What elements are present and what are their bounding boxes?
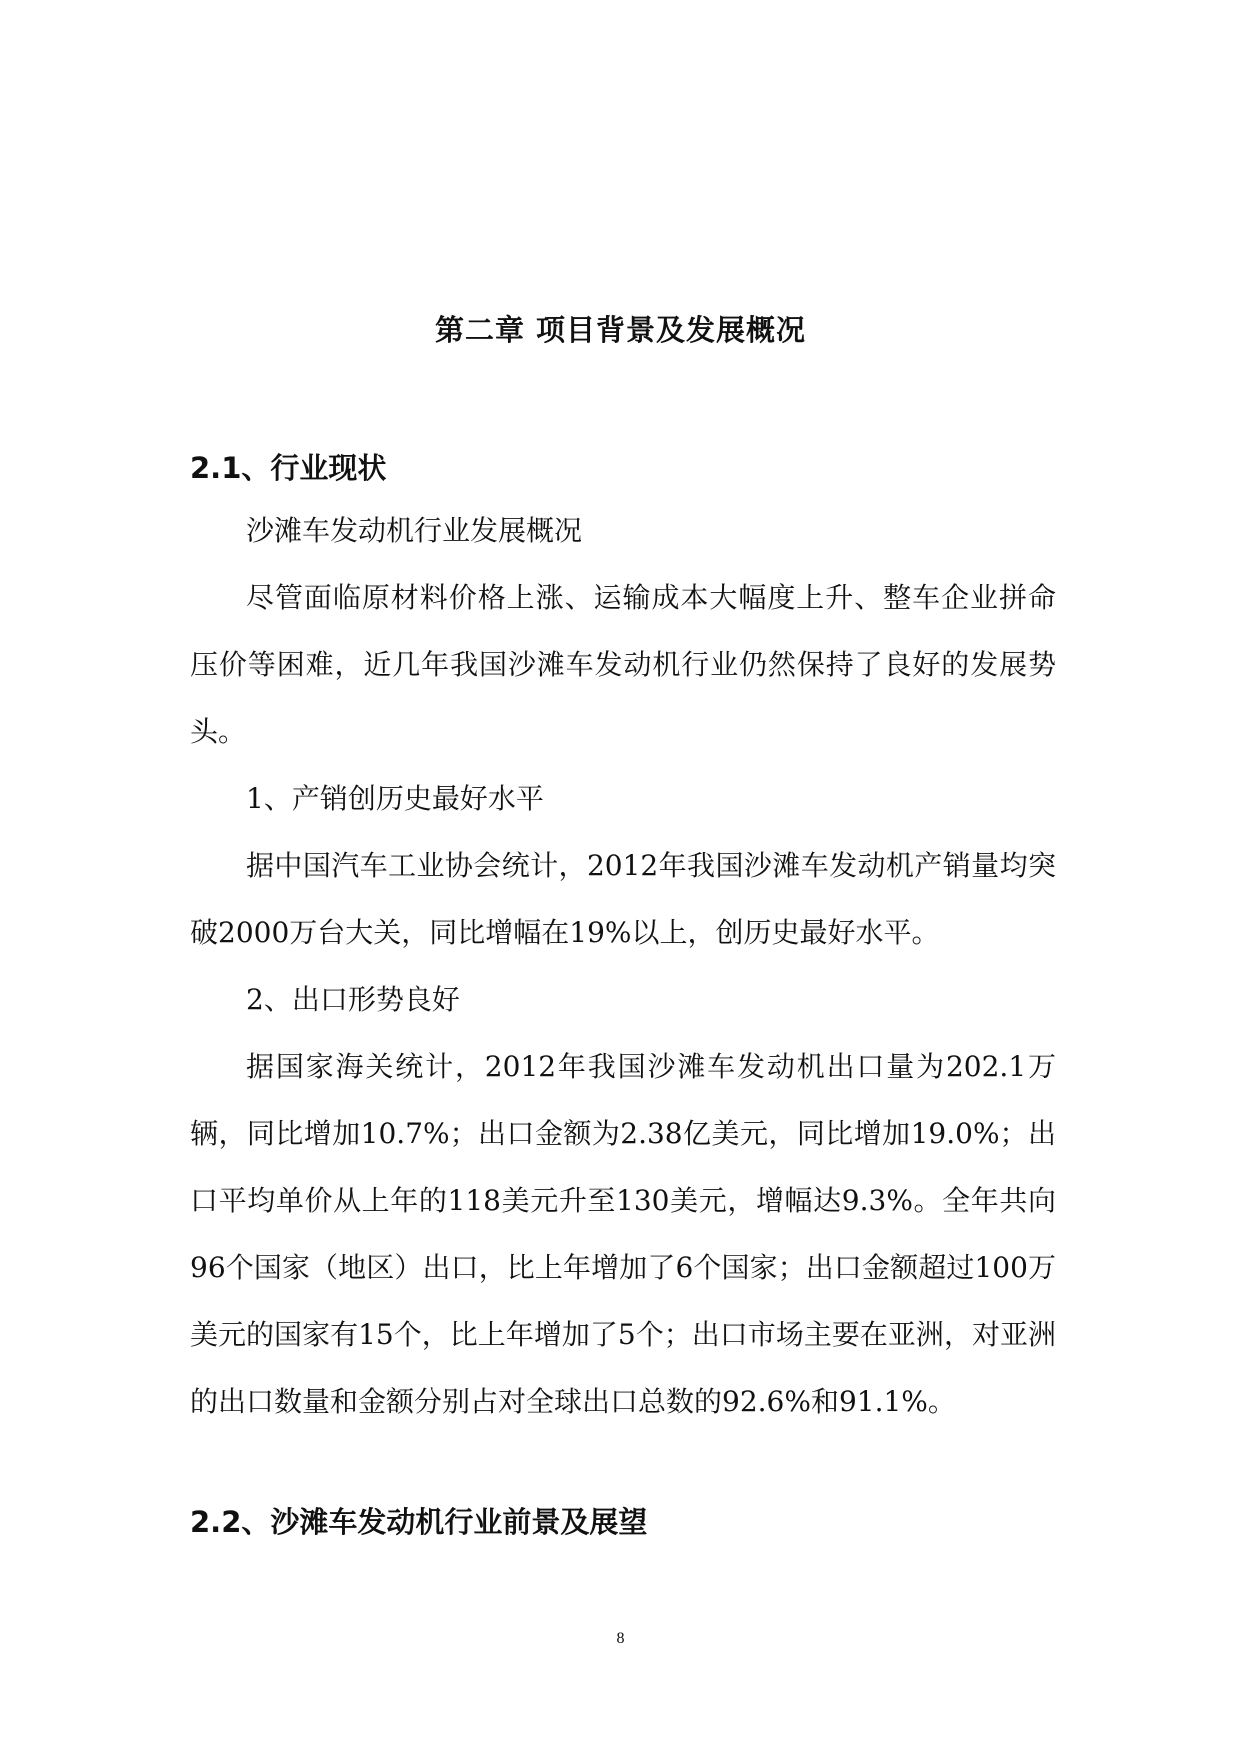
paragraph-intro: 尽管面临原材料价格上涨、运输成本大幅度上升、整车企业拼命压价等困难，近几年我国沙滩车发动机行业仍然保持了良好的发展势头。 xyxy=(190,581,1056,748)
paragraph-production-stats: 据中国汽车工业协会统计，2012年我国沙滩车发动机产销量均突破2000万台大关，同比增幅在19%以上，创历史最好水平。 xyxy=(190,849,1056,949)
paragraph-export-stats: 据国家海关统计，2012年我国沙滩车发动机出口量为202.1万辆，同比增加10.7%；出口金额为2.38亿美元，同比增加19.0%；出口平均单价从上年的118美元升至130美元，增幅达9.3%。全年共向96个国家（地区）出口，比上年增加了6个国家；出口金额超过100万美元的国家有15个，比上年增加了5个；出口市场主要在亚洲，对亚洲的出口数量和金额分别占对全球出口总数的92.6%和91.1%。 xyxy=(190,1050,1056,1418)
paragraph-subtitle: 沙滩车发动机行业发展概况 xyxy=(246,514,583,547)
section-heading-2-1: 2.1、行业现状 xyxy=(190,451,387,485)
chapter-title: 第二章 项目背景及发展概况 xyxy=(434,313,807,347)
paragraph-item-2: 2、出口形势良好 xyxy=(246,983,460,1016)
section-heading-2-2: 2.2、沙滩车发动机行业前景及展望 xyxy=(190,1505,648,1539)
paragraph-item-1: 1、产销创历史最好水平 xyxy=(246,782,544,815)
page-number: 8 xyxy=(616,1630,625,1647)
